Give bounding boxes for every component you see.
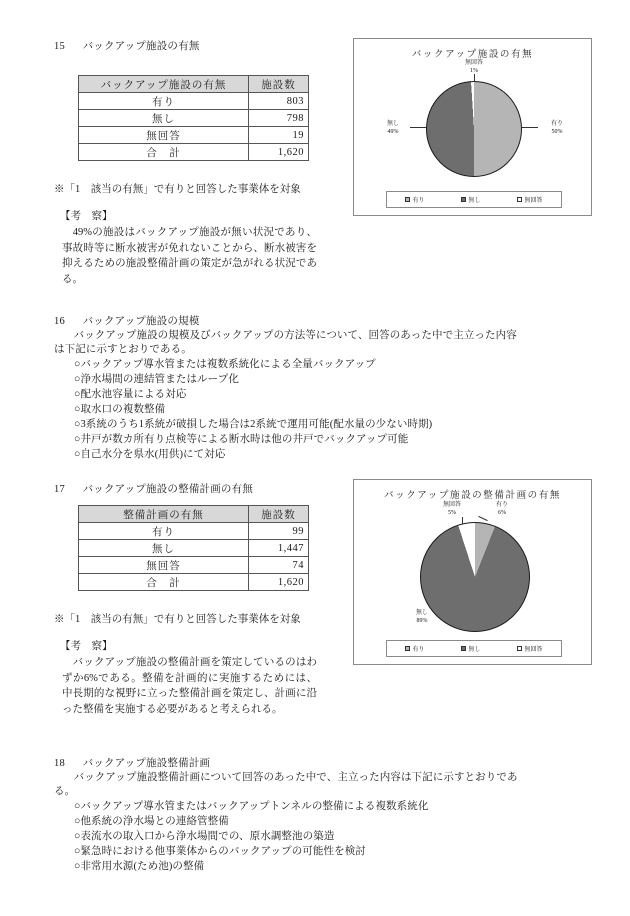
list-item: ○非常用水源(ため池)の整備 [74, 861, 205, 872]
legend-swatch-icon [461, 197, 466, 202]
section-18-bullet-list [74, 799, 428, 874]
table-row [79, 127, 309, 144]
table-row [79, 110, 309, 127]
pie-label-name: 無し [415, 610, 428, 616]
pie-slices [426, 81, 522, 177]
pie-label-percent: 49% [387, 129, 399, 135]
legend-item-ari [405, 644, 424, 653]
section-15-heading [54, 40, 200, 54]
section-18-heading [54, 757, 210, 771]
table-backup-facility-presence [78, 75, 309, 161]
pie-label-name: 有り [495, 502, 508, 508]
legend-item-nashi [461, 644, 480, 653]
section-17-kousatsu-label: 【考 察】 [60, 641, 113, 652]
table-cell-label: 合 計 [79, 574, 249, 591]
legend-swatch-icon [405, 197, 410, 202]
list-item: ○取水口の複数整備 [74, 404, 166, 415]
section-17-kousatsu-text: バックアップ施設の整備計画を策定しているのはわずか6%である。整備を計画的に実施するためには、中長期的な視野に立った整備計画を策定し、計画に沿った整備を実施する必要があると考えられる。 [62, 657, 317, 715]
table-cell-label: 有り [79, 523, 249, 540]
pie-label-mukaito [449, 59, 499, 75]
pie-label-nashi [404, 609, 440, 625]
chart-legend [386, 640, 562, 657]
table-cell-value: 1,620 [249, 144, 309, 161]
table-cell-label: 無し [79, 110, 249, 127]
section-17-note: ※「1 該当の有無」で有りと回答した事業体を対象 [54, 614, 301, 625]
section-16-intro-line1: バックアップ施設の規模及びバックアップの方法等について、回答のあった中で主立った内容 [63, 330, 517, 341]
table-header-row [79, 506, 309, 523]
table-cell-label: 有り [79, 93, 249, 110]
table-cell-label: 無回答 [79, 557, 249, 574]
section-15-kousatsu-label: 【考 察】 [60, 211, 113, 222]
table-header-row [79, 76, 309, 93]
list-item: ○緊急時における他事業体からのバックアップの可能性を検討 [74, 846, 366, 857]
table-cell-value: 99 [249, 523, 309, 540]
legend-item-ari [405, 195, 424, 204]
list-item: ○3系統のうち1系統が破損した場合は2系統で運用可能(配水量の少ない時期) [74, 419, 433, 430]
legend-item-mukaito [517, 644, 542, 653]
chart-maintenance-plan-presence [353, 479, 592, 665]
legend-label: 無回答 [524, 647, 543, 653]
table-cell-label: 無回答 [79, 127, 249, 144]
pie-label-percent: 5% [448, 510, 456, 516]
section-18-intro-line1: バックアップ施設整備計画について回答のあった中で、主立った内容は下記に示すとおりであ [63, 772, 518, 783]
pie-label-name: 有り [550, 121, 563, 127]
pie-label-name: 無し [386, 121, 399, 127]
pie-label-percent: 89% [416, 618, 428, 624]
leader-line [522, 127, 538, 128]
section-17-title: バックアップ施設の整備計画の有無 [82, 484, 254, 495]
table-row-total [79, 574, 309, 591]
list-item: ○配水池容量による対応 [74, 389, 187, 400]
section-16-heading [54, 315, 200, 329]
table-header-cell: バックアップ施設の有無 [79, 76, 249, 93]
table-cell-label: 合 計 [79, 144, 249, 161]
chart-backup-facility-presence [353, 38, 592, 216]
table-row [79, 523, 309, 540]
table-cell-label: 無し [79, 540, 249, 557]
table-row-total [79, 144, 309, 161]
table-row [79, 93, 309, 110]
table-row [79, 540, 309, 557]
list-item: ○井戸が数カ所有り点検等による断水時は他の井戸でバックアップ可能 [74, 434, 409, 445]
pie-label-nashi [376, 120, 410, 136]
table-header-cell: 整備計画の有無 [79, 506, 249, 523]
legend-swatch-icon [517, 197, 522, 202]
chart-title: バックアップ施設の整備計画の有無 [384, 491, 561, 501]
table-cell-value: 798 [249, 110, 309, 127]
table-cell-value: 803 [249, 93, 309, 110]
pie-label-name: 無回答 [442, 502, 461, 508]
legend-item-nashi [461, 195, 480, 204]
section-18-title: バックアップ施設整備計画 [82, 758, 211, 769]
table-cell-value: 74 [249, 557, 309, 574]
section-16-bullet-list [74, 357, 432, 462]
list-item: ○表流水の取入口から浄水場間での、原水調整池の築造 [74, 831, 335, 842]
legend-swatch-icon [405, 646, 410, 651]
section-15-title: バックアップ施設の有無 [82, 41, 200, 52]
section-17-heading [54, 483, 253, 497]
table-header-cell: 施設数 [249, 76, 309, 93]
section-15-number: 15 [54, 41, 65, 52]
section-15-note: ※「1 該当の有無」で有りと回答した事業体を対象 [54, 184, 301, 195]
legend-swatch-icon [517, 646, 522, 651]
pie-chart-area [354, 480, 593, 666]
pie-label-percent: 50% [551, 129, 563, 135]
list-item: ○浄水場間の連結管またはループ化 [74, 374, 239, 385]
table-maintenance-plan-presence [78, 505, 309, 591]
legend-label: 有り [412, 647, 425, 653]
section-16-intro-line2: は下記に示すとおりである。 [54, 344, 192, 355]
chart-legend [386, 191, 562, 208]
list-item: ○バックアップ導水管または複数系統化による全量バックアップ [74, 359, 376, 370]
legend-label: 無回答 [524, 198, 543, 204]
table-cell-value: 1,447 [249, 540, 309, 557]
legend-label: 有り [412, 198, 425, 204]
pie-label-name: 無回答 [464, 60, 483, 66]
pie-label-ari [540, 120, 574, 136]
legend-label: 無し [468, 198, 481, 204]
chart-title: バックアップ施設の有無 [411, 50, 534, 60]
pie-label-percent: 6% [498, 510, 506, 516]
pie-label-percent: 1% [470, 68, 478, 74]
pie-label-ari [484, 501, 520, 517]
section-16-title: バックアップ施設の規模 [82, 316, 200, 327]
table-cell-value: 19 [249, 127, 309, 144]
pie-label-mukaito [429, 501, 475, 517]
table-row [79, 557, 309, 574]
list-item: ○自己水分を県水(用供)にて対応 [74, 449, 226, 460]
section-18-intro-line2: る。 [54, 786, 76, 797]
legend-label: 無し [468, 647, 481, 653]
section-17-number: 17 [54, 484, 65, 495]
legend-swatch-icon [461, 646, 466, 651]
section-16-number: 16 [54, 316, 65, 327]
leader-line [474, 74, 475, 82]
leader-line [410, 127, 426, 128]
leader-line [462, 517, 463, 524]
table-header-cell: 施設数 [249, 506, 309, 523]
legend-item-mukaito [517, 195, 542, 204]
section-18-number: 18 [54, 758, 65, 769]
table-cell-value: 1,620 [249, 574, 309, 591]
list-item: ○他系統の浄水場との連絡管整備 [74, 816, 229, 827]
list-item: ○バックアップ導水管またはバックアップトンネルの整備による複数系統化 [74, 801, 429, 812]
section-15-kousatsu-text: 49%の施設はバックアップ施設が無い状況であり、事故時等に断水被害が免れないことから、断水被害を抑えるための施設整備計画の策定が急がれる状況である。 [62, 227, 317, 285]
